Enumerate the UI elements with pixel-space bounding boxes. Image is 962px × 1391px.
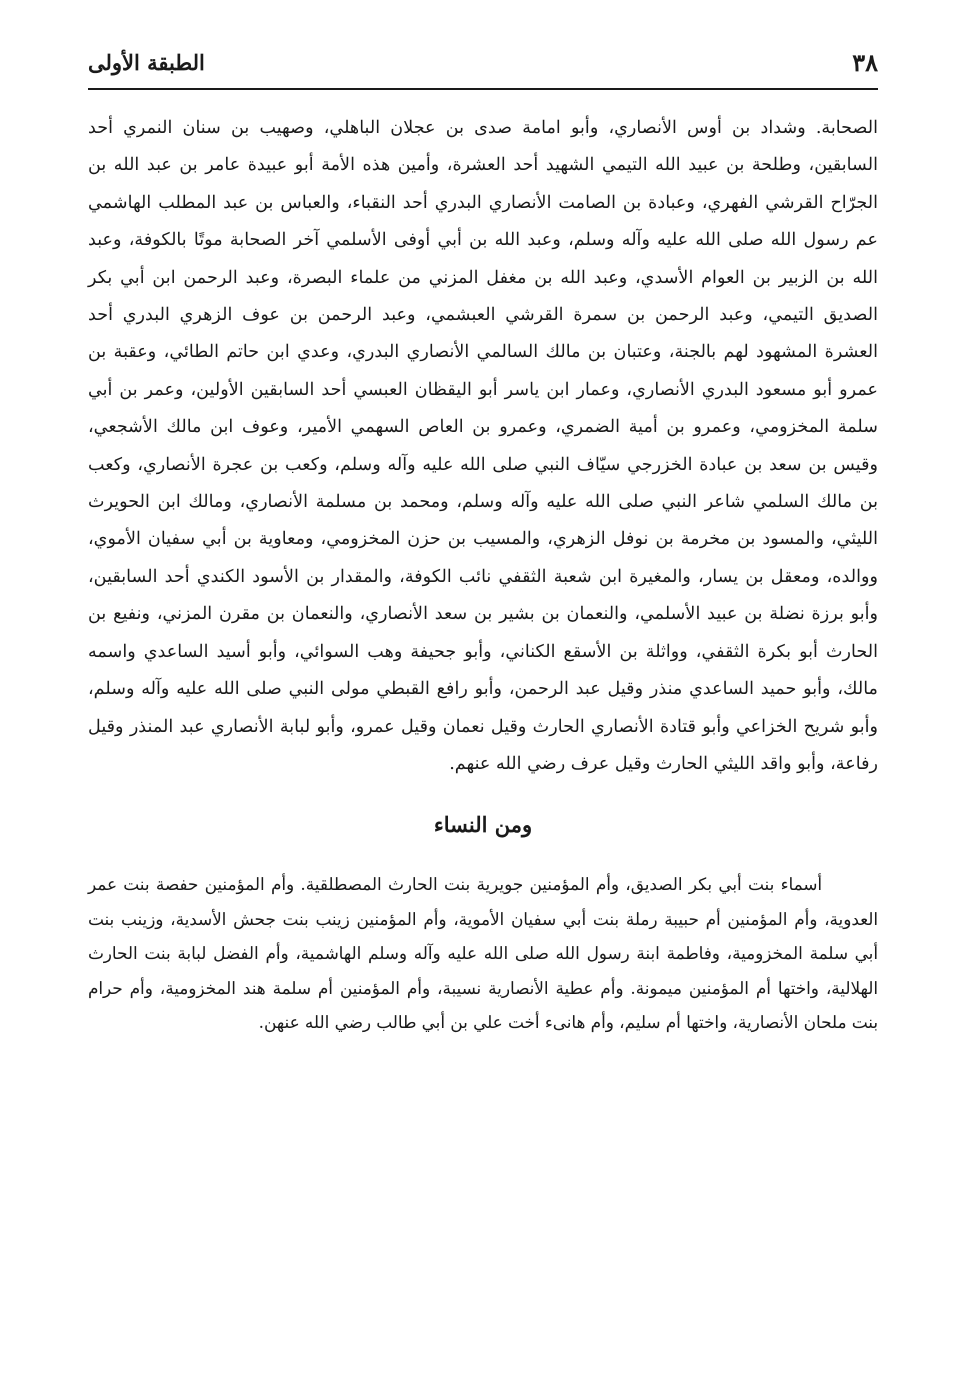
companions-women-paragraph: أسماء بنت أبي بكر الصديق، وأم المؤمنين جويرية بنت الحارث المصطلقية. وأم المؤمنين حفصة بنت عمر العدوية، وأم المؤمنين أم حبيبة رملة بنت أبي سفيان الأموية، وأم المؤمنين زينب بنت جحش الأسدية، وزينب بنت أبي سلمة المخزومية، وفاطمة ابنة رسول الله صلى الله عليه وآله وسلم الهاشمية، وأم الفضل لبابة بنت الحارث الهلالية، واختها أم المؤمنين ميمونة. وأم عطية الأنصارية نسيبة، وأم المؤمنين أم سلمة هند المخزومية، وأم حرام بنت ملحان الأنصارية، واختها أم سليم، وأم هانىء أخت علي بن أبي طالب رضي الله عنهن. <box>88 874 878 1032</box>
running-header <box>88 40 878 90</box>
section-heading-women: ومن النساء <box>433 812 533 838</box>
page-number: ٣٨ <box>852 48 878 77</box>
chapter-title: الطبقة الأولى <box>88 50 205 75</box>
book-page <box>88 40 878 1360</box>
companions-men-paragraph: الصحابة. وشداد بن أوس الأنصاري، وأبو امامة صدى بن عجلان الباهلي، وصهيب بن سنان النمري أحد السابقين، وطلحة بن عبيد الله التيمي الشهيد أحد العشرة، وأمين هذه الأمة أبو عبيدة عامر بن عبد الله بن الجرّاح القرشي الفهري، وعبادة بن الصامت الأنصاري البدري أحد النقباء، والعباس بن عبد المطلب الهاشمي عم رسول الله صلى الله عليه وآله وسلم، وعبد الله بن أبي أوفى الأسلمي آخر الصحابة موتًا بالكوفة، وعبد الله بن الزبير بن العوام الأسدي، وعبد الله بن مغفل المزني من علماء البصرة، وعبد الرحمن ابن أبي بكر الصديق التيمي، وعبد الرحمن بن سمرة القرشي العبشمي، وعبد الرحمن بن عوف الزهري البدري أحد العشرة المشهود لهم بالجنة، وعتبان بن مالك السالمي الأنصاري البدري، وعدي ابن حاتم الطائي، وعقبة بن عمرو أبو مسعود البدري الأنصاري، وعمار ابن ياسر أبو اليقظان العبسي أحد السابقين الأولين، وعمر بن أبي سلمة المخزومي، وعمرو بن أمية الضمري، وعمرو بن العاص السهمي الأمير، وعوف ابن مالك الأشجعي، وقيس بن سعد بن عبادة الخزرجي سيّاف النبي صلى الله عليه وآله وسلم، وكعب بن عجرة الأنصاري، وكعب بن مالك السلمي شاعر النبي صلى الله عليه وآله وسلم، ومحمد بن مسلمة الأنصاري، ومالك ابن الحويرث الليثي، والمسود بن مخرمة بن نوفل الزهري، والمسيب بن حزن المخزومي، ومعاوية بن أبي سفيان الأموي، ووالده، ومعقل بن يسار، والمغيرة ابن شعبة الثقفي نائب الكوفة، والمقدار بن الأسود الكندي أحد السابقين، وأبو برزة نضلة بن عبيد الأسلمي، والنعمان بن بشير بن سعد الأنصاري، والنعمان بن مقرن المزني، ونفيع بن الحارث أبو بكرة الثقفي، وواثلة بن الأسقع الكناني، وأبو جحيفة وهب السوائي، وأبو أسيد الساعدي واسمه مالك، وأبو حميد الساعدي منذر وقيل عبد الرحمن، وأبو رافع القبطي مولى النبي صلى الله عليه وآله وسلم، وأبو شريح الخزاعي وأبو قتادة الأنصاري الحارث وقيل نعمان وقيل عمرو، وأبو لبابة الأنصاري عبد المنذر وقيل رفاعة، وأبو واقد الليثي الحارث وقيل عرف رضي الله عنهم. <box>88 118 878 774</box>
